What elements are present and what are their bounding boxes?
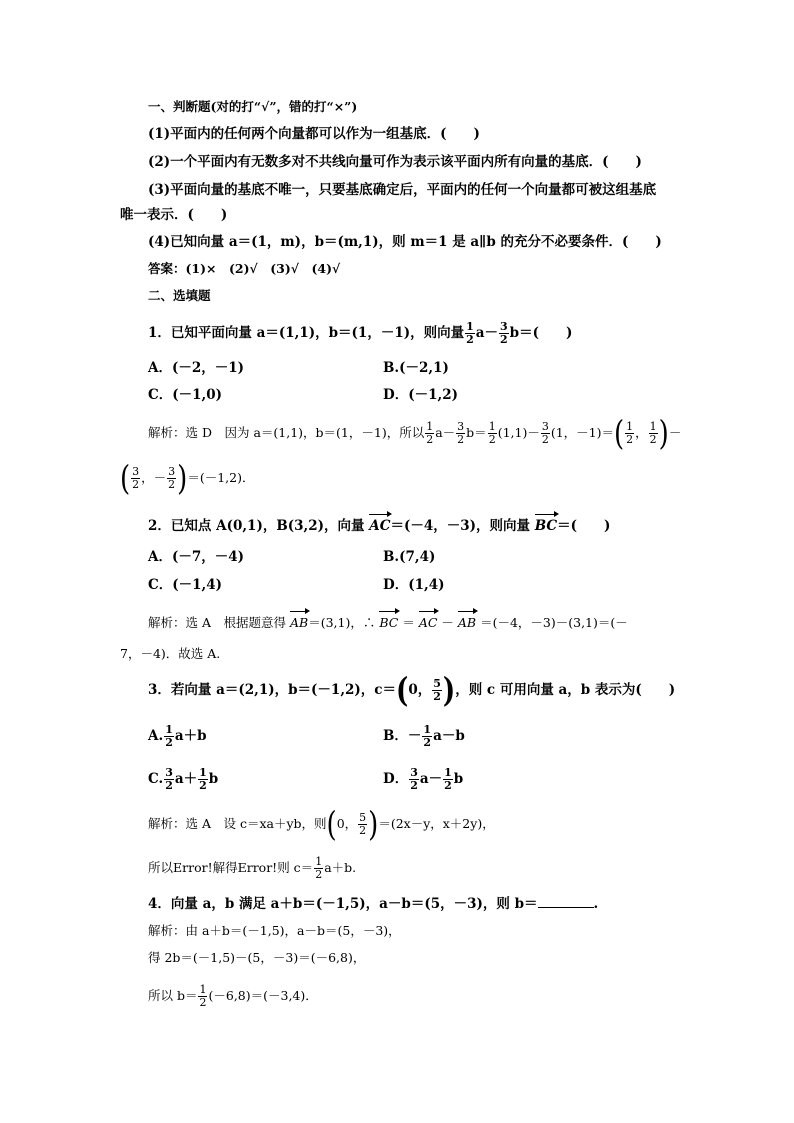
option-3a: A. $\frac{1}{2}$ a＋b: [148, 723, 207, 749]
judge-item-4: (4)已知向量 a＝(1，m)，b＝(m,1)，则 m＝1 是 a∥b 的充分不必要条件．( ): [148, 234, 662, 250]
judge-item-3-line1: (3)平面向量的基底不唯一，只要基底确定后，平面内的任何一个向量都可被这组基底: [148, 182, 657, 198]
solution-3-line1: 解析：选 A 设 c＝xa＋yb，则(0， $\frac{5}{2}$ )＝(2x－y，x＋2y)，: [148, 805, 495, 844]
problem-3-stem: 3．若向量 a＝(2,1)，b＝(－1,2)，c＝(0， $\frac{5}{2}$ )，则 c 可用向量 a，b 表示为( ): [148, 671, 676, 710]
judge-item-2: (2)一个平面内有无数多对不共线向量可作为表示该平面内所有向量的基底．( ): [148, 154, 642, 170]
solution-1-line2: ( $\frac{3}{2}$ ，－ $\frac{3}{2}$ )＝(－1,2)．: [120, 459, 255, 498]
vector-bc: BC: [535, 513, 557, 536]
solution-3-line2: 所以Error!解得Error!则 c＝ $\frac{1}{2}$ a＋b.: [148, 855, 357, 881]
option-2b: B.(7,4): [383, 549, 436, 565]
option-3d: D． $\frac{3}{2}$ a－ $\frac{1}{2}$ b: [383, 766, 464, 792]
option-1a: A．(－2，－1): [148, 360, 245, 376]
section-1-title: 一、判断题(对的打“√”，错的打“×”): [148, 99, 358, 114]
option-3c: C. $\frac{3}{2}$ a＋ $\frac{1}{2}$ b: [148, 766, 219, 792]
solution-4-line1: 解析：由 a＋b＝(－1,5)，a－b＝(5，－3)，: [148, 923, 401, 938]
problem-1-stem: 1．已知平面向量 a＝(1,1)，b＝(1，－1)，则向量 $\frac{1}{2}$ a－ $\frac{3}{2}$ b＝( ): [148, 320, 573, 346]
vector-ac: AC: [369, 513, 390, 536]
option-1d: D．(－1,2): [383, 387, 458, 403]
option-2a: A．(－7，－4): [148, 549, 245, 565]
judge-item-3-line2: 唯一表示．( ): [120, 207, 228, 223]
problem-4-stem: 4．向量 a，b 满足 a＋b＝(－1,5)，a－b＝(5，－3)，则 b＝ .: [148, 896, 599, 912]
option-1b: B.(－2,1): [383, 360, 449, 376]
solution-1-line1: 解析：选 D 因为 a＝(1,1)，b＝(1，－1)，所以 $\frac{1}{2}$ a－ $\frac{3}{2}$ b＝ $\frac{1}{2}$ (1,1)－ $\frac{3}{2}$ (1，－1)＝( $\frac{1}{2}$ ， $\frac{1}{2}$ )－: [148, 414, 682, 453]
solution-2-line2: 7，－4)．故选 A.: [120, 646, 221, 661]
answer-blank[interactable]: [538, 894, 594, 908]
solution-2-line1: 解析：选 A 根据题意得 AB＝(3,1)，∴ BC ＝ AC － AB ＝(－4，－3)－(3,1)＝(－: [148, 610, 628, 633]
option-3b: B．－ $\frac{1}{2}$ a－b: [383, 723, 465, 749]
option-2d: D．(1,4): [383, 577, 445, 593]
solution-4-line2: 得 2b＝(－1,5)－(5，－3)＝(－6,8)，: [148, 950, 366, 965]
solution-4-line3: 所以 b＝ $\frac{1}{2}$ (－6,8)＝(－3,4)．: [148, 983, 318, 1009]
judge-answer: 答案：(1)× (2)√ (3)√ (4)√: [148, 261, 341, 276]
judge-item-1: (1)平面内的任何两个向量都可以作为一组基底．( ): [148, 126, 480, 142]
option-2c: C．(－1,4): [148, 577, 223, 593]
option-1c: C．(－1,0): [148, 387, 223, 403]
fraction: $\frac{3}{2}$: [500, 320, 508, 346]
problem-2-stem: 2．已知点 A(0,1)，B(3,2)，向量 AC＝(－4，－3)，则向量 BC＝( ): [148, 513, 610, 536]
section-2-title: 二、选填题: [148, 288, 211, 303]
fraction: $\frac{1}{2}$: [466, 320, 474, 346]
